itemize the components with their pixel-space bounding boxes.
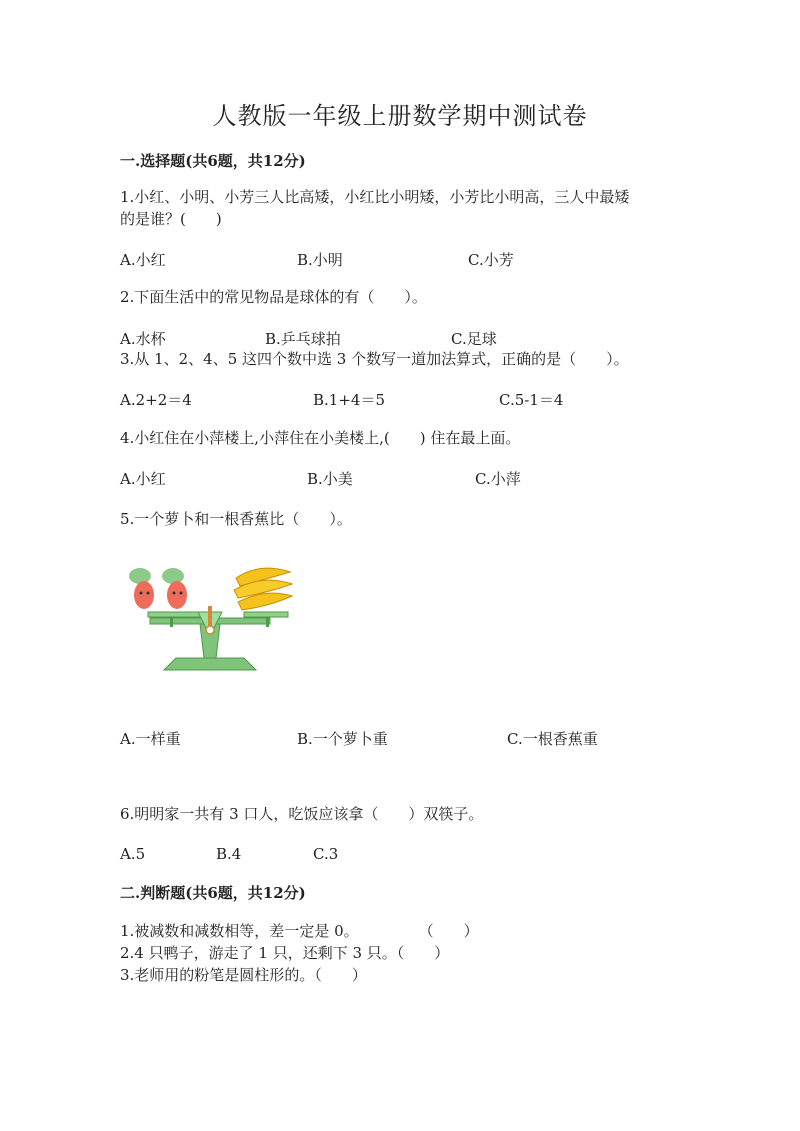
scale-right-pan	[244, 612, 288, 617]
question-6: 6.明明家一共有 3 口人，吃饭应该拿（ ）双筷子。	[120, 805, 484, 823]
q5-option-c: C.一根香蕉重	[507, 730, 598, 748]
section-heading-choice: 一.选择题(共6题，共12分)	[120, 152, 306, 170]
q6-option-b: B.4	[216, 845, 242, 863]
radish-icon	[129, 568, 154, 609]
question-1-line-2: 的是谁？( )	[120, 210, 222, 228]
q1-option-b: B.小明	[297, 251, 343, 269]
judge-item-2: 2.4 只鸭子，游走了 1 只，还剩下 3 只。（ ）	[120, 944, 450, 962]
question-4: 4.小红住在小萍楼上,小萍住在小美楼上,( ) 住在最上面。	[120, 429, 521, 447]
radish-icon	[162, 568, 187, 609]
question-1-line-1: 1.小红、小明、小芳三人比高矮，小红比小明矮，小芳比小明高，三人中最矮	[120, 188, 630, 206]
q1-option-a: A.小红	[120, 251, 166, 269]
judge-item-1: 1.被减数和减数相等，差一定是 0。 （ ）	[120, 922, 479, 940]
page-title: 人教版一年级上册数学期中测试卷	[212, 102, 588, 130]
q1-option-c: C.小芳	[468, 251, 514, 269]
q5-option-b: B.一个萝卜重	[297, 730, 388, 748]
q6-option-c: C.3	[313, 845, 339, 863]
scale-left-pan	[148, 612, 200, 617]
q2-option-c: C.足球	[451, 330, 497, 348]
question-3: 3.从 1、2、4、5 这四个数中选 3 个数写一道加法算式，正确的是（ ）。	[120, 350, 629, 368]
q5-option-a: A.一样重	[120, 730, 181, 748]
judge-item-3: 3.老师用的粉笔是圆柱形的。（ ）	[120, 966, 367, 984]
scale-base	[164, 658, 256, 670]
q4-option-a: A.小红	[120, 470, 166, 488]
q6-option-a: A.5	[120, 845, 146, 863]
q2-option-b: B.乒乓球拍	[265, 330, 341, 348]
q3-option-a: A.2+2＝4	[120, 391, 192, 409]
q3-option-b: B.1+4＝5	[313, 391, 385, 409]
banana-icon	[234, 568, 292, 610]
question-2: 2.下面生活中的常见物品是球体的有（ ）。	[120, 288, 427, 306]
section-heading-true-false: 二.判断题(共6题，共12分)	[120, 884, 306, 902]
balance-scale-illustration	[120, 562, 300, 682]
question-5: 5.一个萝卜和一根香蕉比（ ）。	[120, 510, 352, 528]
q3-option-c: C.5-1＝4	[499, 391, 564, 409]
q4-option-c: C.小萍	[475, 470, 521, 488]
q4-option-b: B.小美	[307, 470, 353, 488]
q2-option-a: A.水杯	[120, 330, 166, 348]
